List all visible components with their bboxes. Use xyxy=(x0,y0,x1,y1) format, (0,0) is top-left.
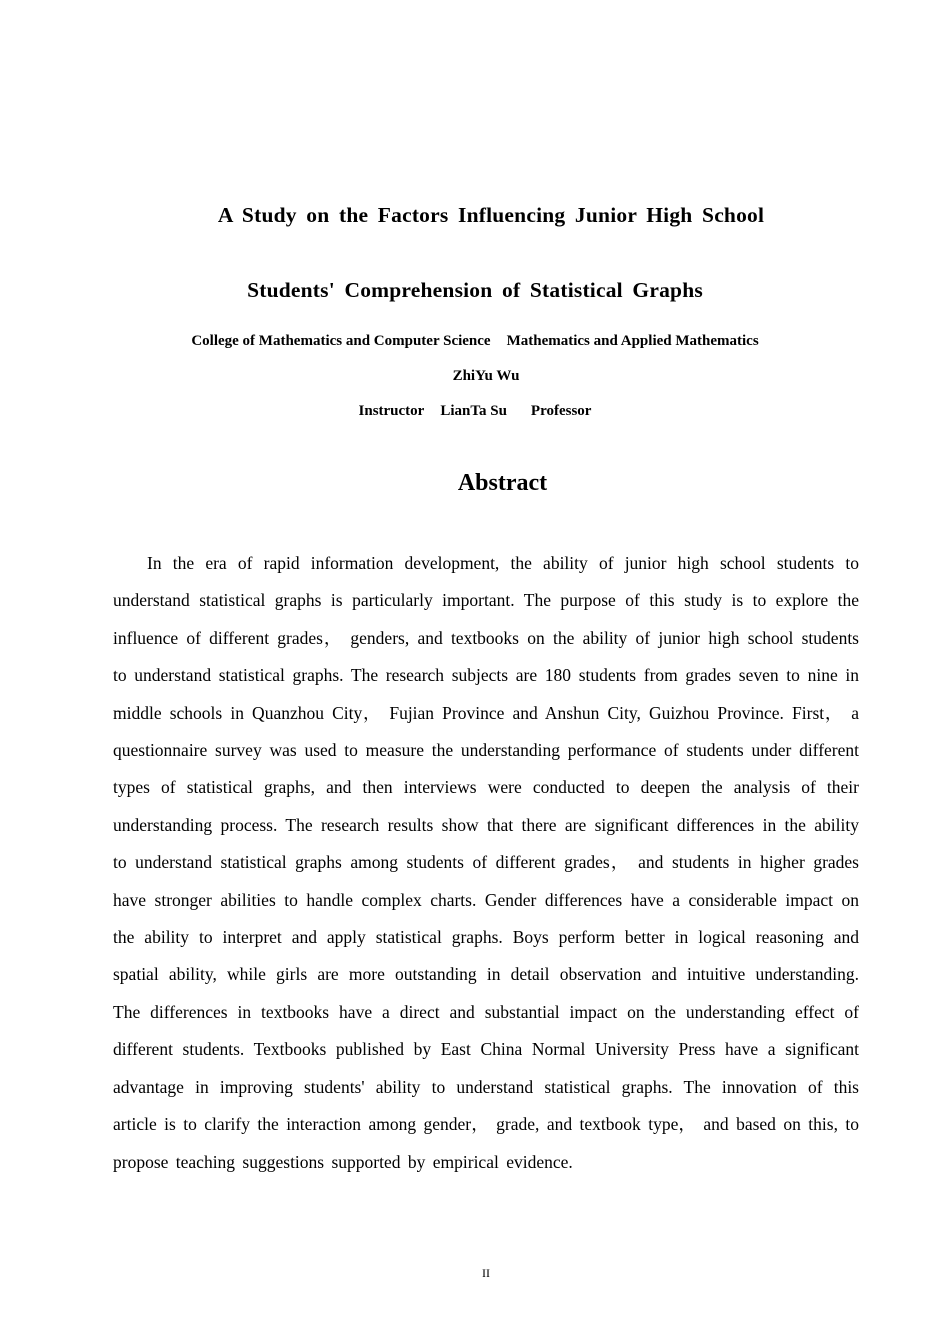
college-name: College of Mathematics and Computer Science xyxy=(191,333,491,349)
instructor-title: Professor xyxy=(530,403,592,419)
title-line-2: Students' Comprehension of Statistical Graphs xyxy=(247,278,703,302)
page-number: II xyxy=(482,1266,490,1280)
title-line-1: A Study on the Factors Influencing Junior High School xyxy=(217,203,765,227)
author-name: ZhiYu Wu xyxy=(452,368,520,384)
instructor-label: Instructor xyxy=(358,403,425,419)
major-name: Mathematics and Applied Mathematics xyxy=(506,333,759,349)
affiliation-line xyxy=(0,333,950,350)
abstract-body: In the era of rapid information development, the ability of junior high school students to understand statistical graphs is particularly important. The purpose of this study is to explore the influence of different grades， genders, and textbooks on the ability of junior high school students to understand statistical graphs. The research subjects are 180 students from grades seven to nine in middle schools in Quanzhou City， Fujian Province and Anshun City, Guizhou Province. First， a questionnaire survey was used to measure the understanding performance of students under different types of statistical graphs, and then interviews were conducted to deepen the analysis of their understanding process. The research results show that there are significant differences in the ability to understand statistical graphs among students of different grades， and students in higher grades have stronger abilities to handle complex charts. Gender differences have a considerable impact on the ability to interpret and apply statistical graphs. Boys perform better in logical reasoning and spatial ability, while girls are more outstanding in detail observation and intuitive understanding. The differences in textbooks have a direct and substantial impact on the understanding effect of different students. Textbooks published by East China Normal University Press have a significant advantage in improving students' ability to understand statistical graphs. The innovation of this article is to clarify the interaction among gender， grade, and textbook type， and based on this, to propose teaching suggestions supported by empirical evidence. xyxy=(113,553,859,1172)
instructor-line xyxy=(0,403,950,420)
abstract-heading: Abstract xyxy=(457,470,548,496)
instructor-name: LianTa Su xyxy=(440,403,507,419)
